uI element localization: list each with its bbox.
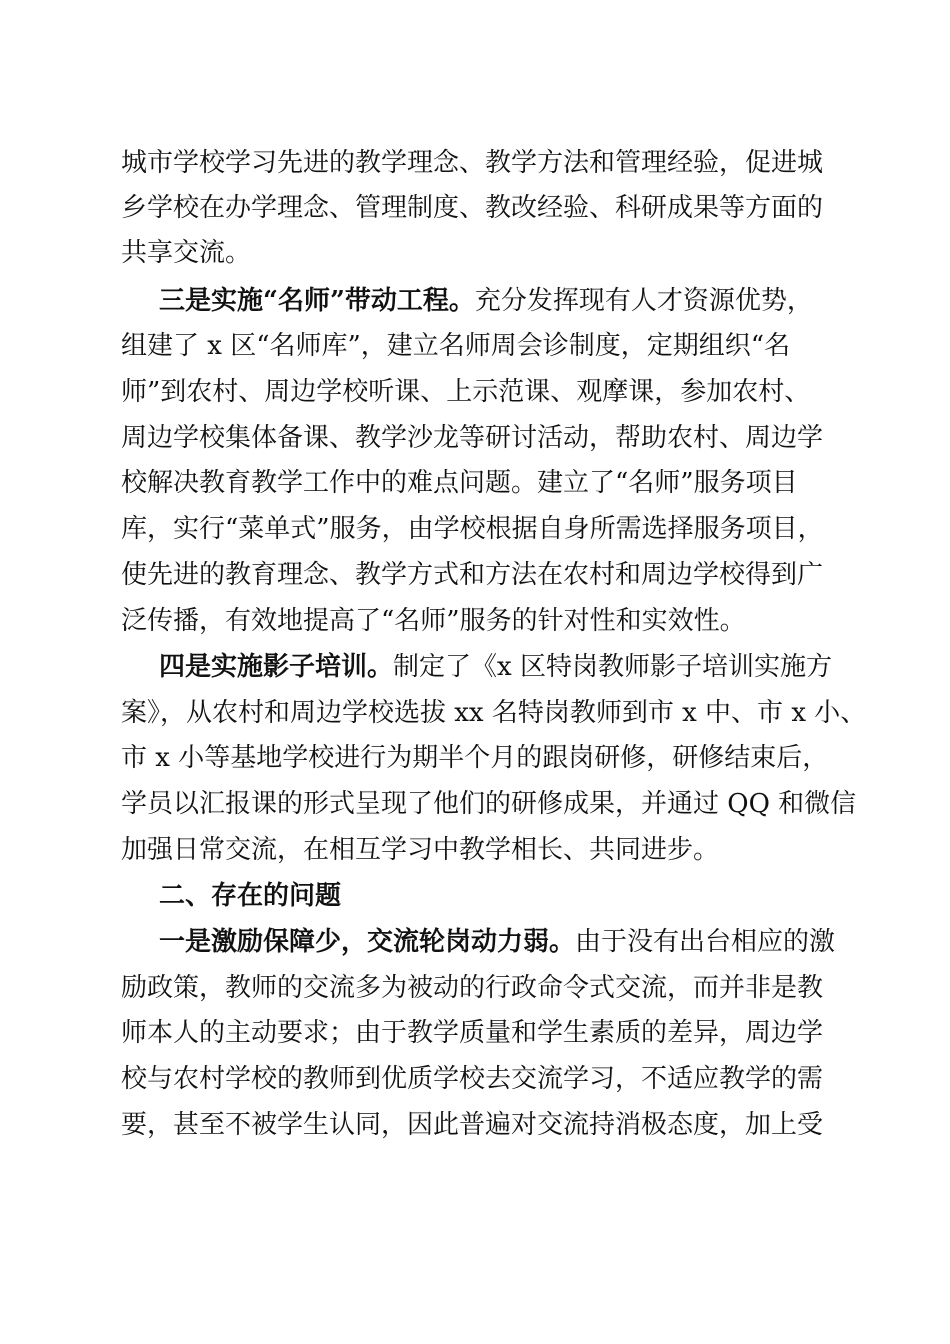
- paragraph-line: 四是实施影子培训。制定了《x 区特岗教师影子培训实施方: [159, 652, 832, 682]
- paragraph-line: 学员以汇报课的形式呈现了他们的研修成果，并通过 QQ 和微信: [121, 789, 857, 819]
- paragraph-line: 共享交流。: [121, 238, 252, 268]
- paragraph-line: 市 x 小等基地学校进行为期半个月的跟岗研修，研修结束后，: [121, 743, 829, 773]
- paragraph-line: 乡学校在办学理念、管理制度、教改经验、科研成果等方面的: [121, 193, 824, 223]
- paragraph-line: 案》，从农村和周边学校选拔 xx 名特岗教师到市 x 中、市 x 小、: [121, 698, 867, 728]
- paragraph-line: 三是实施“名师”带动工程。充分发挥现有人才资源优势，: [159, 286, 813, 316]
- section-heading: 二、存在的问题: [159, 881, 342, 911]
- paragraph-lead: 一是激励保障少，交流轮岗动力弱。: [159, 927, 576, 957]
- paragraph-line: 一是激励保障少，交流轮岗动力弱。由于没有出台相应的激: [159, 927, 836, 957]
- paragraph-line: 师”到农村、周边学校听课、上示范课、观摩课，参加农村、: [121, 377, 811, 407]
- paragraph-line: 加强日常交流，在相互学习中教学相长、共同进步。: [121, 835, 720, 865]
- paragraph-lead: 四是实施影子培训。: [159, 652, 394, 682]
- paragraph-line: 周边学校集体备课、教学沙龙等研讨活动，帮助农村、周边学: [121, 423, 824, 453]
- paragraph-line: 泛传播，有效地提高了“名师”服务的针对性和实效性。: [121, 606, 746, 636]
- paragraph-line: 城市学校学习先进的教学理念、教学方法和管理经验，促进城: [121, 148, 824, 178]
- paragraph-line: 使先进的教育理念、教学方式和方法在农村和周边学校得到广: [121, 560, 824, 590]
- paragraph-line: 校与农村学校的教师到优质学校去交流学习，不适应教学的需: [121, 1064, 824, 1094]
- paragraph-line: 师本人的主动要求；由于教学质量和学生素质的差异，周边学: [121, 1018, 824, 1048]
- paragraph-line: 励政策，教师的交流多为被动的行政命令式交流，而并非是教: [121, 973, 824, 1003]
- paragraph-line: 组建了 x 区“名师库”，建立名师周会诊制度，定期组织“名: [121, 331, 791, 361]
- paragraph-lead: 三是实施“名师”带动工程。: [159, 286, 475, 316]
- paragraph-line: 要，甚至不被学生认同，因此普遍对交流持消极态度，加上受: [121, 1110, 824, 1140]
- paragraph-line: 校解决教育教学工作中的难点问题。建立了“名师”服务项目: [121, 468, 798, 498]
- paragraph-line: 库，实行“菜单式”服务，由学校根据自身所需选择服务项目，: [121, 514, 824, 544]
